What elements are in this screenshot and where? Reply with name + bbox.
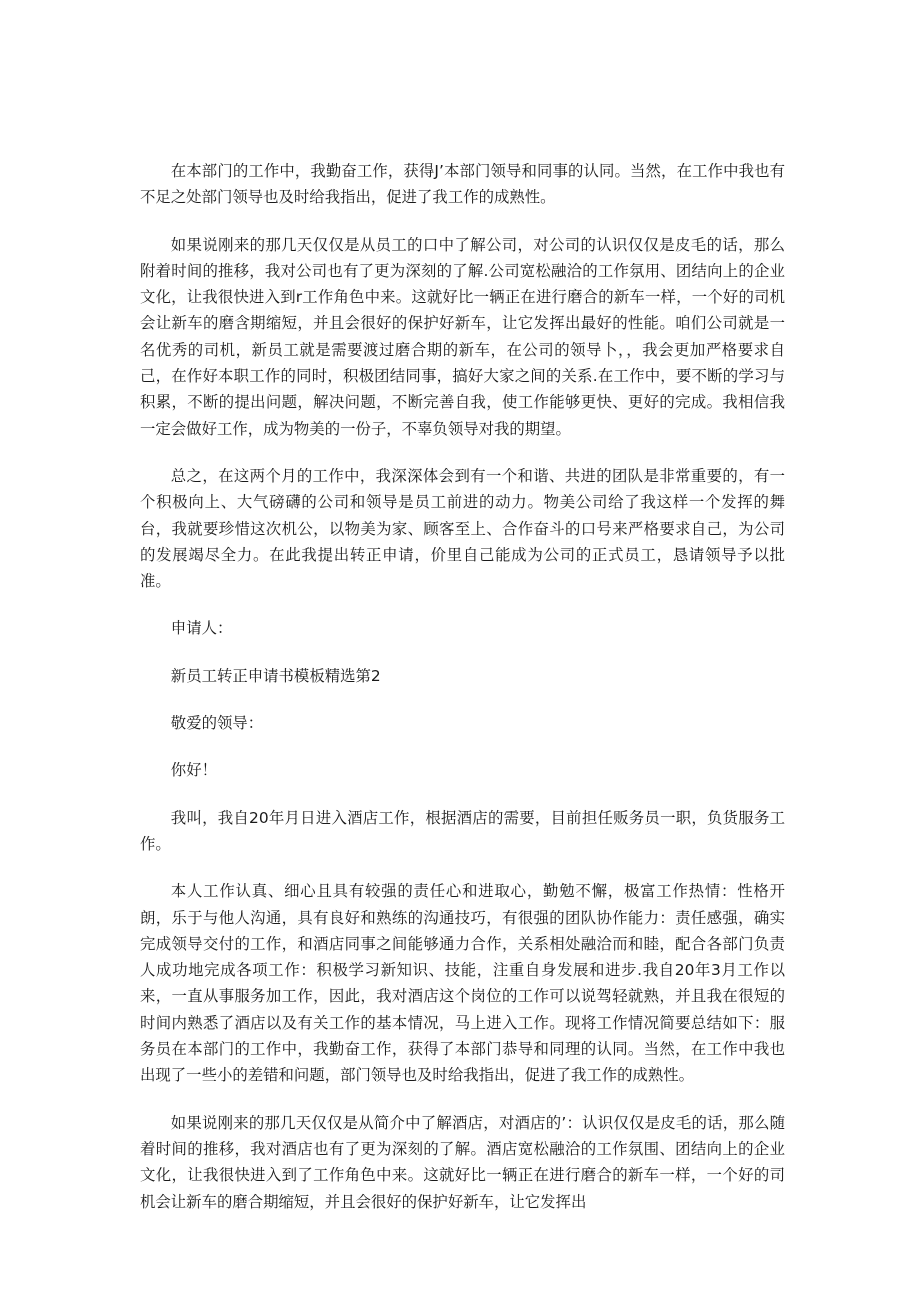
- section-title: 新员工转正申请书模板精选第2: [170, 666, 381, 685]
- salutation: 敬爱的领导：: [170, 714, 264, 733]
- paragraph-hotel-understanding: 如果说刚来的那几天仅仅是从简介中了解酒店，对酒店的’：认识仅仅是皮毛的话，那么随着时间的推移，我对酒店也有了更为深刻的了解。酒店宽松融洽的工作氛围、团结向上的企业文化，让我很快进入到了工作角色中来。这就好比一辆正在进行磨合的新车一样，一个好的司机会让新车的磨合期缩短，并且会很好的保护好新车，让它发挥出: [140, 1113, 785, 1211]
- document-body: [140, 158, 785, 1236]
- paragraph-conclusion: 总之，在这两个月的工作中，我深深体会到有一个和谐、共进的团队是非常重要的，有一个积极向上、大气磅礴的公司和领导是员工前进的动力。物美公司给了我这样一个发挥的舞台，我就要珍惜这次机公，以物美为家、顾客至上、合作奋斗的口号来严格要求自己，为公司的发展竭尽全力。在此我提出转正申请，价里自己能成为公司的正式员工，恳请领导予以批准。: [140, 466, 785, 591]
- paragraph-company-understanding: 如果说刚来的那几天仅仅是从员工的口中了解公司，对公司的认识仅仅是皮毛的话，那么附着时间的推移，我对公司也有了更为深刻的了解.公司宽松融洽的工作氛用、团结向上的企业文化，让我很快进入到r工作角色中来。这就好比一辆正在进行磨合的新车一样，一个好的司机会让新车的磨含期缩短，并且会很好的保护好新车，让它发挥出最好的性能。咱们公司就是一名优秀的司机，新员工就是需要渡过磨合期的新车，在公司的领导卜，，我会更加严格要求自己，在作好本职工作的同时，积极团结同事，搞好大家之间的关系.在工作中，要不断的学习与积累，不断的提出问题，解决问题，不断完善自我，使工作能够更快、更好的完成。我相信我一定会做好工作，成为物美的一份子，不辜负领导对我的期望。: [140, 235, 785, 438]
- applicant-label: 申请人：: [170, 619, 233, 638]
- paragraph-work-recognition: 在本部门的工作中，我勤奋工作，获得J’本部门领导和同事的认同。当然，在工作中我也有不足之处部门领导也及时给我指出，促进了我工作的成熟性。: [140, 162, 785, 207]
- paragraph-work-summary: 本人工作认真、细心且具有较强的责任心和进取心，勤勉不懈，极富工作热情：性格开朗，乐于与他人沟通，具有良好和熟练的沟通技巧，有很强的团队协作能力：责任感强，确实完成领导交付的工作，和酒店同事之间能够通力合作，关系相处融洽而和睦，配合各部门负责人成功地完成各项工作：积极学习新知识、技能，注重自身发展和进步.我自20年3月工作以来，一直从事服务加工作，因此，我对酒店这个岗位的工作可以说驾轻就熟，并且我在很短的时间内熟悉了酒店以及有关工作的基本情况，马上进入工作。现将工作情况简要总结如下：服务员在本部门的工作中，我勤奋工作，获得了本部门恭导和同理的认同。当然，在工作中我也出现了一些小的差错和问题，部门领导也及时给我指出，促进了我工作的成熟性。: [140, 882, 785, 1085]
- paragraph-introduction: 我叫，我自20年月日进入酒店工作，根据酒店的需要，目前担任贩务员一职，负货服务工作。: [140, 808, 785, 853]
- greeting: 你好！: [170, 761, 217, 780]
